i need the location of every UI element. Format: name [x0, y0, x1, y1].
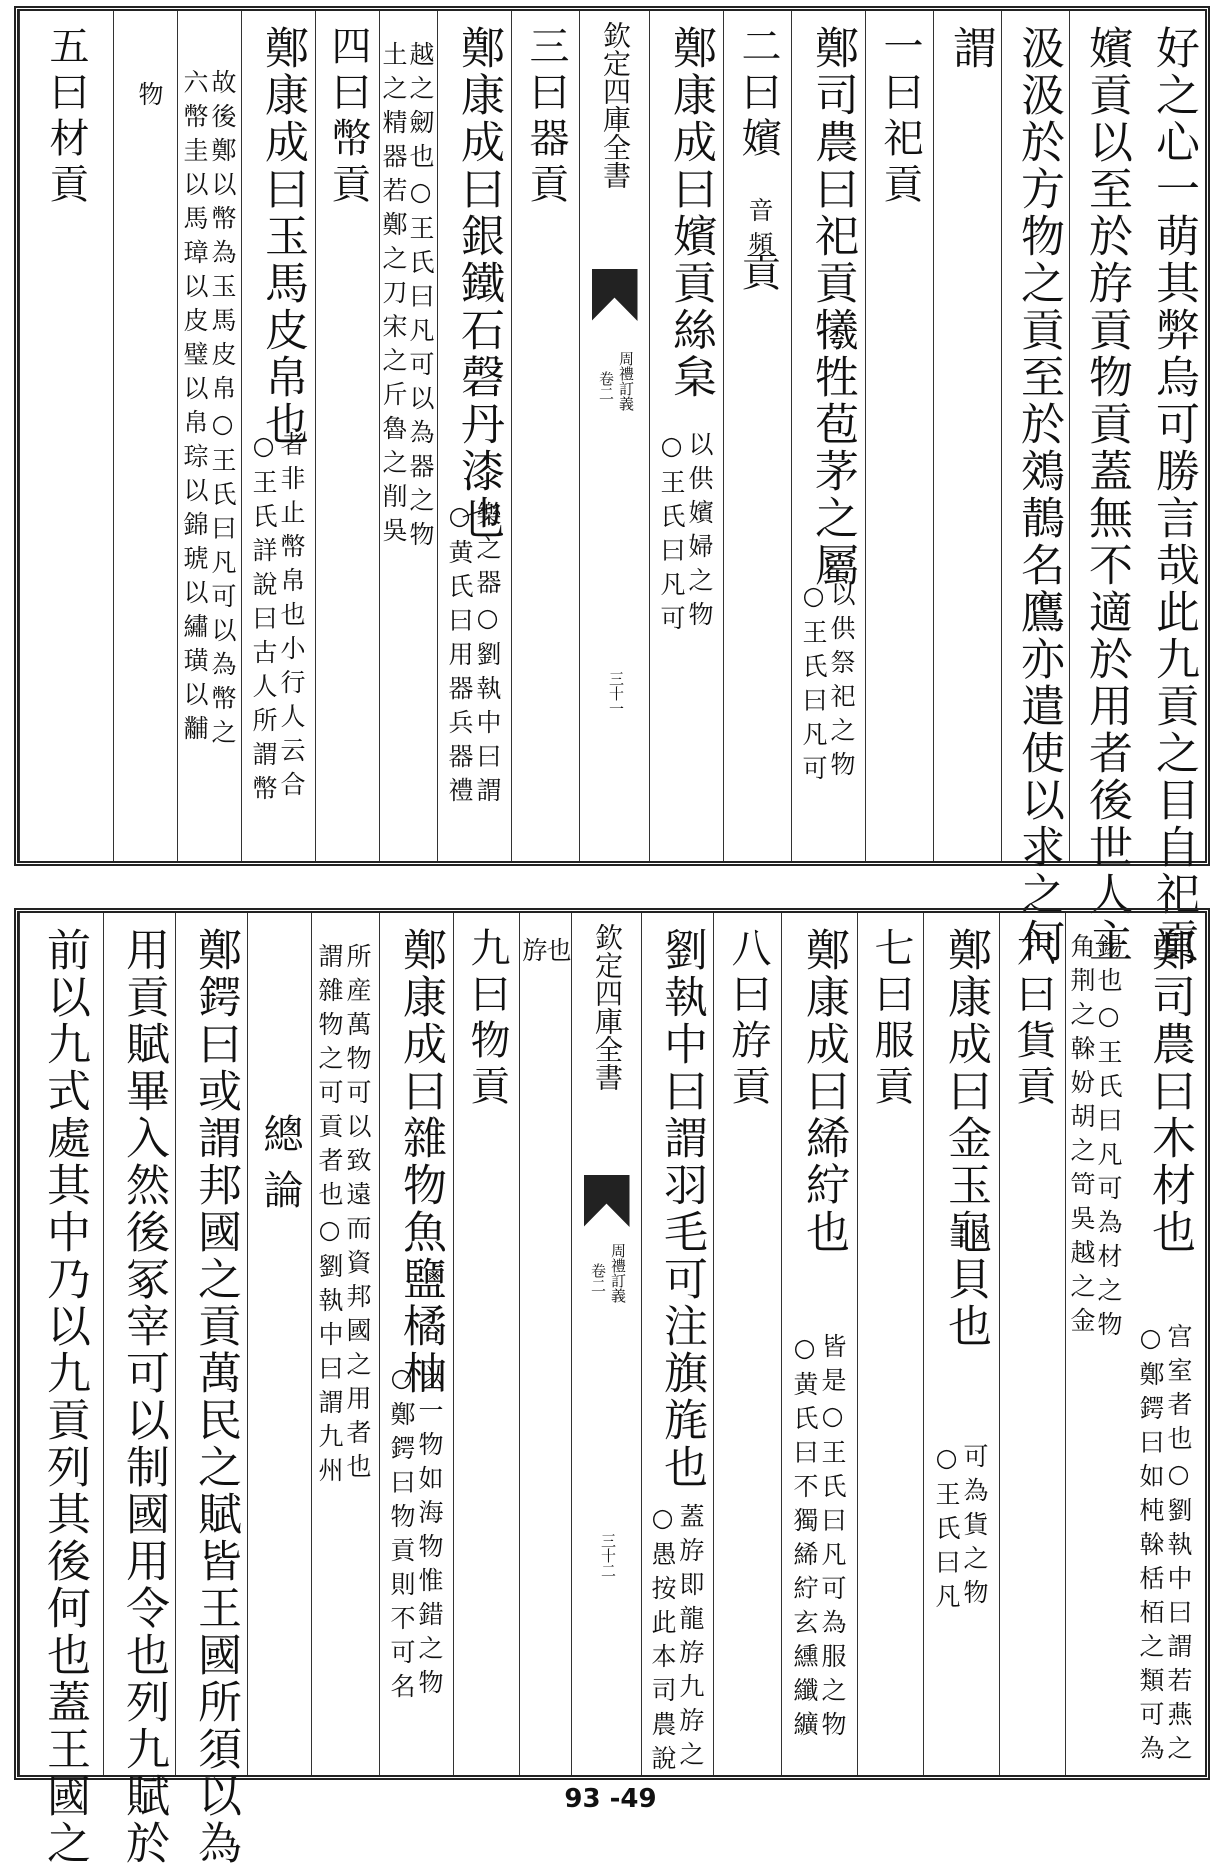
text-column — [933, 11, 1001, 861]
note-text: 越之劒也○王氏曰凡可以為器之物 — [406, 41, 435, 555]
text-column — [241, 11, 315, 861]
text-column — [865, 11, 933, 861]
center-margin — [571, 913, 641, 1775]
note-text: 以供祭祀之物 — [827, 581, 856, 785]
note-column — [113, 11, 177, 861]
main-text: 謂 — [945, 25, 996, 72]
text-column — [315, 11, 379, 861]
main-text: 鄭康成曰絺紵也 — [798, 927, 849, 1256]
text-column — [1001, 11, 1069, 965]
text-column — [247, 913, 311, 1775]
section-heading: 九曰物貢 — [464, 927, 510, 1111]
note-text: 也 — [543, 937, 572, 971]
note-text: 六幣圭以馬璋以皮璧以帛琮以錦琥以繡璜以黼 — [180, 69, 209, 749]
book-title: 欽定四庫全書 — [599, 21, 632, 189]
note-column — [519, 913, 571, 1775]
text-column — [175, 913, 247, 1867]
book-title: 欽定四庫全書 — [591, 923, 624, 1091]
main-text: 鄭康成曰玉馬皮帛也 — [257, 25, 308, 448]
main-text: 鄭司農曰祀貢犧牲苞茅之屬 — [807, 25, 858, 589]
text-column — [649, 11, 723, 861]
volume-label: 卷二 — [597, 371, 615, 401]
note-column — [177, 11, 241, 861]
section-heading: 七曰服貢 — [868, 927, 914, 1111]
note-text: 物 — [135, 81, 164, 115]
text-column — [103, 913, 175, 1867]
main-text: 鄭鍔曰或謂邦國之貢萬民之賦皆王國所須以為 — [190, 927, 241, 1867]
note-text: 者非止幣帛也小行人云合 — [277, 431, 306, 805]
note-text: ○黄氏曰用器兵器禮 — [445, 501, 474, 811]
book-name: 周禮訂義 — [617, 351, 635, 411]
text-column — [857, 913, 923, 1775]
main-text: 前以九式處其中乃以九貢列其後何也蓋王國之 — [39, 927, 90, 1867]
text-column — [781, 913, 857, 1775]
page-panel-top — [14, 6, 1210, 965]
book-name: 周禮訂義 — [609, 1243, 627, 1303]
section-heading: 五曰材貢 — [43, 25, 89, 209]
note-column — [311, 913, 379, 1775]
center-margin — [579, 11, 649, 861]
text-column — [1127, 913, 1205, 1775]
text-column — [19, 913, 103, 1867]
main-text: 鄭康成曰金玉龜貝也 — [940, 927, 991, 1350]
main-text: 用貢賦畢入然後冢宰可以制國用令也列九賦於 — [118, 927, 169, 1867]
page-number: 93 -49 — [564, 1784, 657, 1814]
text-column — [1069, 11, 1137, 965]
text-column — [453, 913, 519, 1775]
text-column — [1137, 11, 1205, 965]
note-text: 以一物如海物惟錯之物 — [415, 1363, 444, 1703]
note-text: 蓋斿即龍斿九斿之 — [676, 1503, 705, 1775]
section-heading: 八曰斿貢 — [725, 927, 771, 1111]
text-column — [19, 11, 113, 861]
note-text: 樂之器○劉執中曰謂 — [473, 501, 502, 811]
note-text: ○鄭鍔曰如杶榦栝栢之類可為 — [1136, 1323, 1165, 1769]
text-column — [379, 913, 453, 1775]
text-column — [923, 913, 999, 1775]
main-text: 鄭司農曰木材也 — [1144, 927, 1195, 1256]
note-text: ○王氏曰凡可 — [657, 431, 686, 639]
main-text: 鄭康成曰嬪貢絲枲 — [665, 25, 716, 401]
section-heading: 六曰貨貢 — [1010, 927, 1056, 1111]
note-text: 以供嬪婦之物 — [685, 431, 714, 635]
note-text: ○王氏曰凡可 — [799, 581, 828, 789]
section-heading: 四曰幣貢 — [325, 25, 371, 209]
note-text: 宫室者也○劉執中曰謂若燕之 — [1164, 1323, 1193, 1769]
section-heading: 二曰嬪 — [735, 25, 781, 163]
note-text: 謂雜物之可貢者也○劉執中曰謂九州 — [315, 943, 344, 1491]
text-column — [641, 913, 713, 1779]
note-text: 可為貨之物 — [960, 1443, 989, 1613]
note-text: ○鄭鍔曰物貢則不可名 — [387, 1363, 416, 1707]
note-text: 故後鄭以幣為玉馬皮帛○王氏曰凡可以為幣之 — [208, 69, 237, 753]
note-text: 土之精器若鄭之刀宋之斤魯之削吳 — [379, 41, 408, 551]
volume-label: 卷二 — [589, 1263, 607, 1293]
note-text: ○愚按此本司農說 — [648, 1503, 677, 1779]
main-text: 嬪貢以至於斿貢物貢蓋無不適於用者後世人主 — [1081, 25, 1132, 965]
section-heading: 貢 — [735, 251, 781, 297]
note-column — [1065, 913, 1127, 1775]
main-text: 汲汲於方物之貢至於鵁鶄名鷹亦遣使以求之何 — [1013, 25, 1064, 965]
note-text: 錫也○王氏曰凡可為材之物 — [1094, 933, 1123, 1345]
text-column — [713, 913, 781, 1775]
note-text: 斿 — [519, 937, 548, 971]
fishtail-emblem-icon — [592, 269, 638, 321]
main-text: 鄭康成曰銀鐵石磬丹漆也 — [453, 25, 504, 542]
leaf-number: 三十二 — [599, 1533, 617, 1578]
main-text: 鄭康成曰雜物魚鹽橘柚 — [395, 927, 446, 1397]
fishtail-emblem-icon — [584, 1175, 630, 1227]
text-column — [723, 11, 791, 861]
note-text: ○黄氏曰不獨絺紵玄纁纖纊 — [790, 1333, 819, 1745]
note-text: ○王氏曰凡 — [932, 1443, 961, 1617]
text-column — [791, 11, 865, 861]
main-text: 好之心一萌其弊烏可勝言哉此九貢之目自祀貢 — [1148, 25, 1199, 965]
note-text: 所産萬物可以致遠而資邦國之用者也 — [343, 943, 372, 1487]
main-text: 劉執中曰謂羽毛可注旗旄也 — [656, 927, 707, 1491]
text-column — [511, 11, 579, 861]
text-column — [437, 11, 511, 861]
text-column — [999, 913, 1065, 1775]
note-text: 皆是○王氏曰凡可為服之物 — [818, 1333, 847, 1745]
section-heading: 總論 — [257, 1113, 303, 1225]
note-column — [379, 11, 437, 861]
pronunciation-note: 音頻 — [745, 197, 774, 265]
leaf-number: 三十一 — [607, 671, 625, 716]
section-heading: 一曰祀貢 — [877, 25, 923, 209]
note-text: ○王氏詳說曰古人所謂幣 — [249, 431, 278, 809]
note-text: 角荆之榦妢胡之笴吳越之金 — [1067, 933, 1096, 1341]
section-heading: 三曰器貢 — [523, 25, 569, 209]
